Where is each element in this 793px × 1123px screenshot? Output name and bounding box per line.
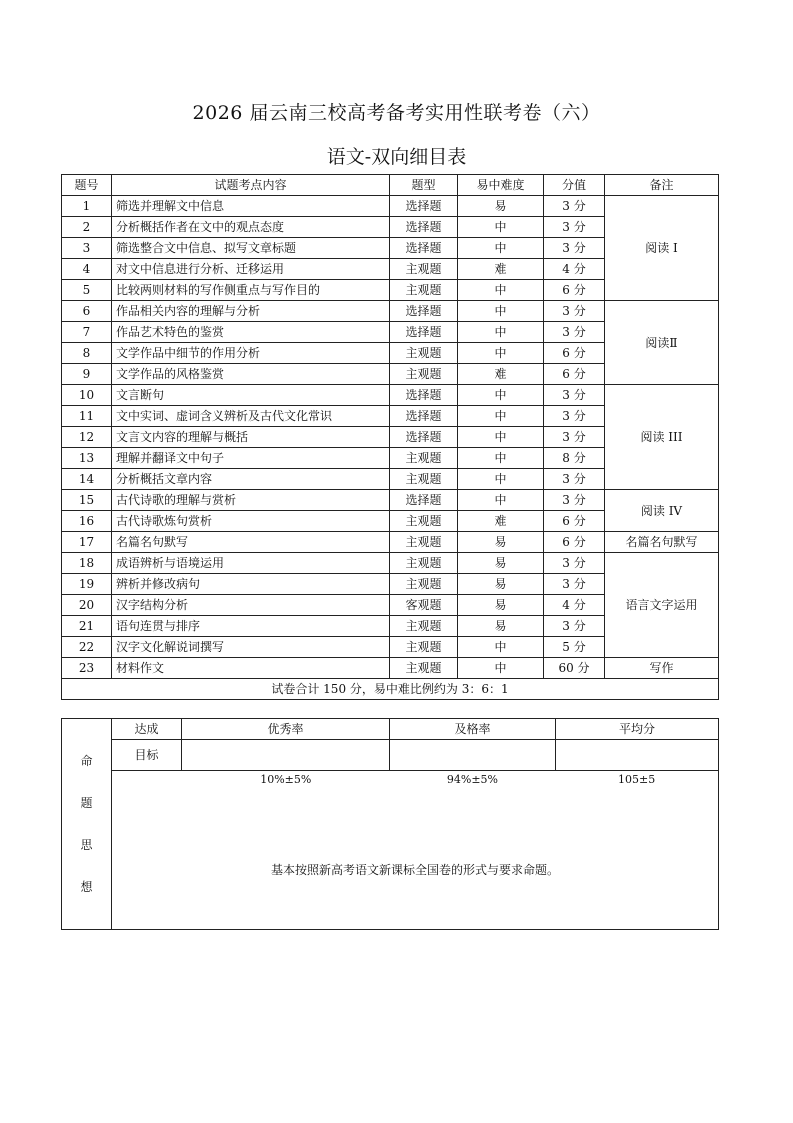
question-type: 选择题 [390,406,458,427]
question-type: 主观题 [390,511,458,532]
topic-content: 文学作品的风格鉴赏 [112,364,390,385]
question-number: 6 [62,301,112,322]
table-row [62,196,719,217]
question-type: 客观题 [390,595,458,616]
question-type: 主观题 [390,448,458,469]
score-value: 6 分 [544,364,605,385]
score-value: 5 分 [544,637,605,658]
difficulty-level: 中 [458,280,544,301]
header-cell: 易中难度 [458,175,544,196]
topic-content: 汉字结构分析 [112,595,390,616]
idea-side-label: 命 题 思 想 [62,719,112,930]
question-number: 2 [62,217,112,238]
topic-content: 名篇名句默写 [112,532,390,553]
difficulty-level: 易 [458,196,544,217]
score-value: 3 分 [544,238,605,259]
topic-content: 分析概括作者在文中的观点态度 [112,217,390,238]
score-value: 3 分 [544,196,605,217]
score-value: 3 分 [544,616,605,637]
question-number: 21 [62,616,112,637]
idea-content [112,771,719,930]
score-value: 6 分 [544,343,605,364]
question-type: 选择题 [390,301,458,322]
stat-header-average: 平均分 [556,719,719,740]
question-type: 主观题 [390,280,458,301]
score-value: 3 分 [544,553,605,574]
question-number: 7 [62,322,112,343]
score-value: 3 分 [544,406,605,427]
remark-r3: 阅读 III [605,385,719,490]
topic-content: 语句连贯与排序 [112,616,390,637]
score-value: 3 分 [544,217,605,238]
topic-content: 古代诗歌炼句赏析 [112,511,390,532]
topic-content: 文言断句 [112,385,390,406]
topic-content: 筛选整合文中信息、拟写文章标题 [112,238,390,259]
question-number: 15 [62,490,112,511]
question-number: 16 [62,511,112,532]
question-type: 主观题 [390,658,458,679]
remark-r5: 名篇名句默写 [605,532,719,553]
header-cell: 分值 [544,175,605,196]
question-number: 5 [62,280,112,301]
table-row [62,658,719,679]
stat-value-excellent: 10%±5% [260,773,312,786]
score-value: 3 分 [544,301,605,322]
table-row [62,532,719,553]
difficulty-level: 中 [458,343,544,364]
difficulty-level: 中 [458,301,544,322]
question-type: 主观题 [390,637,458,658]
score-value: 4 分 [544,259,605,280]
score-value: 3 分 [544,385,605,406]
question-number: 1 [62,196,112,217]
score-value: 60 分 [544,658,605,679]
page-subtitle: 语文-双向细目表 [326,146,467,168]
question-type: 主观题 [390,574,458,595]
question-number: 23 [62,658,112,679]
topic-content: 辨析并修改病句 [112,574,390,595]
table-row [62,301,719,322]
difficulty-level: 中 [458,217,544,238]
idea-text: 基本按照新高考语文新课标全国卷的形式与要求命题。 [270,863,559,877]
difficulty-level: 难 [458,511,544,532]
table-row [62,553,719,574]
remark-r6: 语言文字运用 [605,553,719,658]
topic-content: 成语辨析与语境运用 [112,553,390,574]
question-type: 主观题 [390,343,458,364]
question-type: 主观题 [390,469,458,490]
difficulty-level: 中 [458,238,544,259]
difficulty-level: 难 [458,259,544,280]
topic-content: 比较两则材料的写作侧重点与写作目的 [112,280,390,301]
detail-table [61,174,719,700]
question-number: 17 [62,532,112,553]
question-number: 11 [62,406,112,427]
table-body [62,196,719,679]
topic-content: 文言文内容的理解与概括 [112,427,390,448]
score-value: 3 分 [544,469,605,490]
topic-content: 对文中信息进行分析、迁移运用 [112,259,390,280]
question-type: 选择题 [390,490,458,511]
difficulty-level: 中 [458,427,544,448]
score-value: 4 分 [544,595,605,616]
difficulty-level: 易 [458,553,544,574]
difficulty-level: 中 [458,469,544,490]
total-text: 试卷合计 150 分，易中难比例约为 3：6：1 [62,679,719,700]
score-value: 3 分 [544,490,605,511]
stat-value-average: 105±5 [618,773,656,786]
question-number: 10 [62,385,112,406]
stat-value-pass: 94%±5% [446,773,499,786]
question-number: 18 [62,553,112,574]
page-title: 2026 届云南三校高考备考实用性联考卷（六） [192,102,601,124]
score-value: 6 分 [544,532,605,553]
score-value: 6 分 [544,511,605,532]
question-type: 选择题 [390,217,458,238]
topic-content: 作品艺术特色的鉴赏 [112,322,390,343]
table-row [62,490,719,511]
difficulty-level: 中 [458,448,544,469]
difficulty-level: 难 [458,364,544,385]
question-number: 20 [62,595,112,616]
header-cell: 题号 [62,175,112,196]
question-number: 19 [62,574,112,595]
score-value: 8 分 [544,448,605,469]
score-value: 3 分 [544,574,605,595]
question-number: 13 [62,448,112,469]
difficulty-level: 中 [458,406,544,427]
difficulty-level: 易 [458,616,544,637]
topic-content: 筛选并理解文中信息 [112,196,390,217]
question-type: 主观题 [390,364,458,385]
score-value: 3 分 [544,322,605,343]
difficulty-level: 中 [458,385,544,406]
remark-r7: 写作 [605,658,719,679]
table-row [62,385,719,406]
score-value: 3 分 [544,427,605,448]
question-type: 选择题 [390,196,458,217]
stat-header-excellent: 优秀率 [182,719,390,740]
question-number: 4 [62,259,112,280]
topic-content: 作品相关内容的理解与分析 [112,301,390,322]
question-type: 选择题 [390,385,458,406]
question-number: 8 [62,343,112,364]
question-number: 3 [62,238,112,259]
question-type: 主观题 [390,259,458,280]
idea-table [61,718,719,930]
header-cell: 试题考点内容 [112,175,390,196]
difficulty-level: 易 [458,574,544,595]
topic-content: 汉字文化解说词撰写 [112,637,390,658]
difficulty-level: 易 [458,595,544,616]
question-number: 9 [62,364,112,385]
target-label-bottom: 目标 [112,740,182,771]
difficulty-level: 易 [458,532,544,553]
topic-content: 理解并翻译文中句子 [112,448,390,469]
total-row [62,679,719,700]
stat-header-pass: 及格率 [390,719,556,740]
question-type: 选择题 [390,238,458,259]
header-cell: 备注 [605,175,719,196]
question-type: 主观题 [390,553,458,574]
difficulty-level: 中 [458,322,544,343]
question-type: 选择题 [390,322,458,343]
header-cell: 题型 [390,175,458,196]
difficulty-level: 中 [458,658,544,679]
question-number: 12 [62,427,112,448]
topic-content: 文中实词、虚词含义辨析及古代文化常识 [112,406,390,427]
topic-content: 古代诗歌的理解与赏析 [112,490,390,511]
question-number: 14 [62,469,112,490]
remark-r4: 阅读 IV [605,490,719,532]
remark-r1: 阅读 I [605,196,719,301]
topic-content: 分析概括文章内容 [112,469,390,490]
target-label-top: 达成 [112,719,182,740]
topic-content: 材料作文 [112,658,390,679]
topic-content: 文学作品中细节的作用分析 [112,343,390,364]
table-header-row [62,175,719,196]
question-number: 22 [62,637,112,658]
question-type: 主观题 [390,616,458,637]
difficulty-level: 中 [458,490,544,511]
question-type: 主观题 [390,532,458,553]
score-value: 6 分 [544,280,605,301]
question-type: 选择题 [390,427,458,448]
difficulty-level: 中 [458,637,544,658]
remark-r2: 阅读Ⅱ [605,301,719,385]
